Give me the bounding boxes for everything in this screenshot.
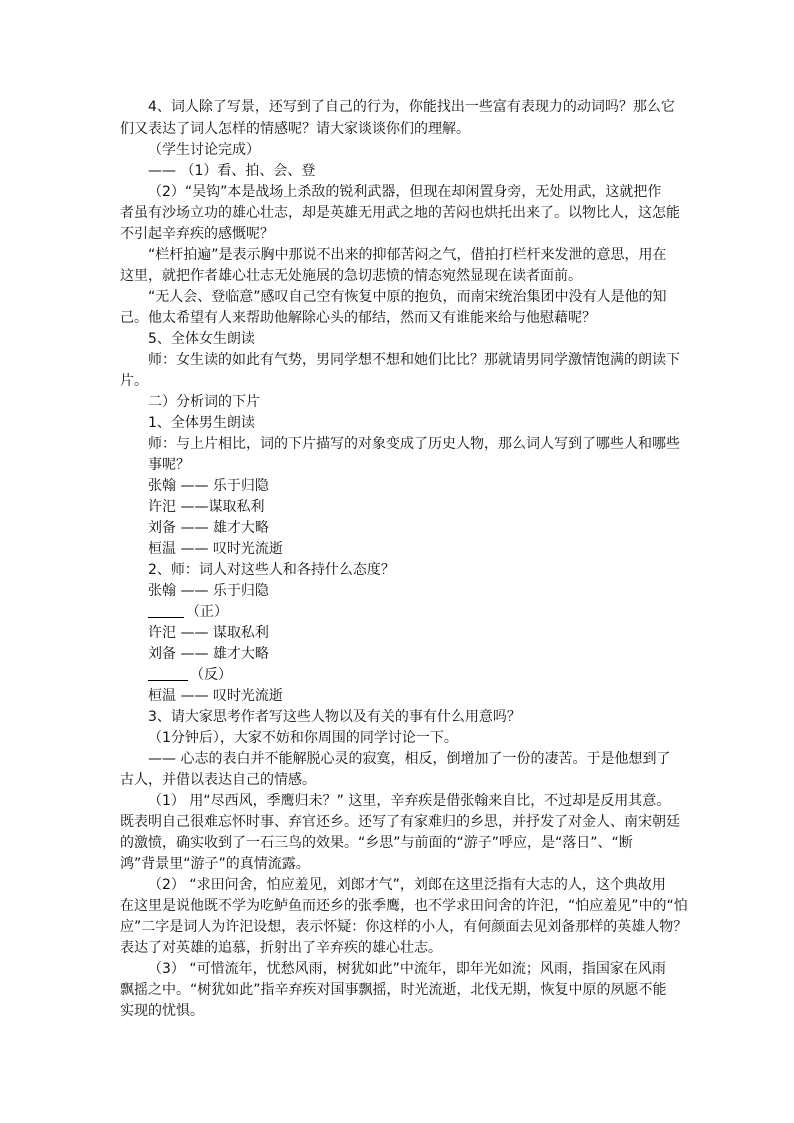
text-line: （1） 用“尽西风，季鹰归未？” 这里，辛弃疾是借张翰来自比，不过却是反用其意。 bbox=[148, 793, 671, 809]
text-line: 在这里是说他既不学为吃鲈鱼而还乡的张季鹰，也不学求田问舍的许汜，“怕应羞见”中的“怕 bbox=[120, 898, 688, 914]
text-line: 3、请大家思考作者写这些人物以及有关的事有什么用意吗？ bbox=[148, 709, 521, 725]
text-line: 桓温 —— 叹时光流逝 bbox=[148, 688, 283, 704]
text-line: 们又表达了词人怎样的情感呢？请大家谈谈你们的理解。 bbox=[120, 121, 470, 137]
text-line: 应”二字是词人为许汜设想，表示怀疑：你这样的小人，有何颜面去见刘备那样的英雄人物？ bbox=[120, 919, 688, 935]
text-line: 许汜 —— 谋取私利 bbox=[148, 625, 269, 641]
blank-label: （正） bbox=[186, 604, 228, 620]
text-line: 古人，并借以表达自己的情感。 bbox=[120, 772, 316, 788]
text-line: 既表明自己很难忘怀时事、弃官还乡。还写了有家难归的乡思，并抒发了对金人、南宋朝廷 bbox=[120, 814, 680, 830]
text-line: “无人会、登临意”感叹自己空有恢复中原的抱负，而南宋统治集团中没有人是他的知 bbox=[148, 289, 667, 305]
text-line: 5、全体女生朗读 bbox=[148, 331, 255, 347]
blank-label: （反） bbox=[190, 667, 232, 683]
text-line: 刘备 —— 雄才大略 bbox=[148, 520, 269, 536]
text-line: （2）“吴钩”本是战场上杀敌的锐利武器，但现在却闲置身旁，无处用武，这就把作 bbox=[148, 184, 662, 200]
text-line: 桓温 —— 叹时光流逝 bbox=[148, 541, 283, 557]
text-line: 表达了对英雄的追慕，折射出了辛弃疾的雄心壮志。 bbox=[120, 940, 442, 956]
text-line: 2、师：词人对这些人和各持什么态度？ bbox=[148, 562, 395, 578]
text-line: 鸿”背景里“游子”的真情流露。 bbox=[120, 856, 310, 872]
text-line: 刘备 —— 雄才大略 bbox=[148, 646, 269, 662]
text-line: 张翰 —— 乐于归隐 bbox=[148, 583, 269, 599]
section-heading: 二）分析词的下片 bbox=[148, 394, 260, 410]
text-line: 师：女生读的如此有气势，男同学想不想和她们比比？那就请男同学激情饱满的朗读下 bbox=[148, 352, 680, 368]
text-line: 飘摇之中。“树犹如此”指辛弃疾对国事飘摇，时光流逝，北伐无期，恢复中原的夙愿不能 bbox=[120, 982, 667, 998]
text-line: 许汜 ——谋取私利 bbox=[148, 499, 265, 515]
text-line: （3） “可惜流年，忧愁风雨，树犹如此”中流年，即年光如流；风雨，指国家在风雨 bbox=[148, 961, 666, 977]
text-line: —— （1）看、拍、会、登 bbox=[148, 163, 316, 179]
text-line: 1、全体男生朗读 bbox=[148, 415, 255, 431]
text-line: —— 心志的表白并不能解脱心灵的寂寞，相反，倒增加了一份的凄苦。于是他想到了 bbox=[148, 751, 671, 767]
text-line: （2） “求田问舍，怕应羞见，刘郎才气”，刘郎在这里泛指有大志的人，这个典故用 bbox=[148, 877, 666, 893]
text-line bbox=[148, 665, 232, 685]
text-line: 己。他太希望有人来帮助他解除心头的郁结，然而又有谁能来给与他慰藉呢？ bbox=[120, 310, 596, 326]
text-line: 4、词人除了写景，还写到了自己的行为，你能找出一些富有表现力的动词吗？那么它 bbox=[148, 99, 675, 115]
text-line: 师：与上片相比，词的下片描写的对象变成了历史人物，那么词人写到了哪些人和哪些 bbox=[148, 436, 680, 452]
fill-blank bbox=[148, 666, 188, 681]
text-line: “栏杆拍遍”是表示胸中那说不出来的抑郁苦闷之气，借拍打栏杆来发泄的意思，用在 bbox=[148, 247, 667, 263]
text-line bbox=[148, 602, 228, 622]
text-line: 事呢？ bbox=[148, 457, 190, 473]
text-line: 实现的忧惧。 bbox=[120, 1003, 204, 1019]
text-line: 片。 bbox=[120, 373, 148, 389]
text-line: 者虽有沙场立功的雄心壮志，却是英雄无用武之地的苦闷也烘托出来了。以物比人，这怎能 bbox=[120, 205, 680, 221]
text-line: 张翰 —— 乐于归隐 bbox=[148, 478, 269, 494]
text-line: 的激愤，确实收到了一石三鸟的效果。“乡思”与前面的“游子”呼应，是“落日”、“断 bbox=[120, 835, 633, 851]
text-line: （1分钟后），大家不妨和你周围的同学讨论一下。 bbox=[148, 730, 458, 746]
fill-blank bbox=[148, 603, 184, 618]
text-line: （学生讨论完成） bbox=[148, 142, 260, 158]
text-line: 这里，就把作者雄心壮志无处施展的急切悲愤的情态宛然显现在读者面前。 bbox=[120, 268, 582, 284]
text-line: 不引起辛弃疾的感慨呢？ bbox=[120, 226, 274, 242]
